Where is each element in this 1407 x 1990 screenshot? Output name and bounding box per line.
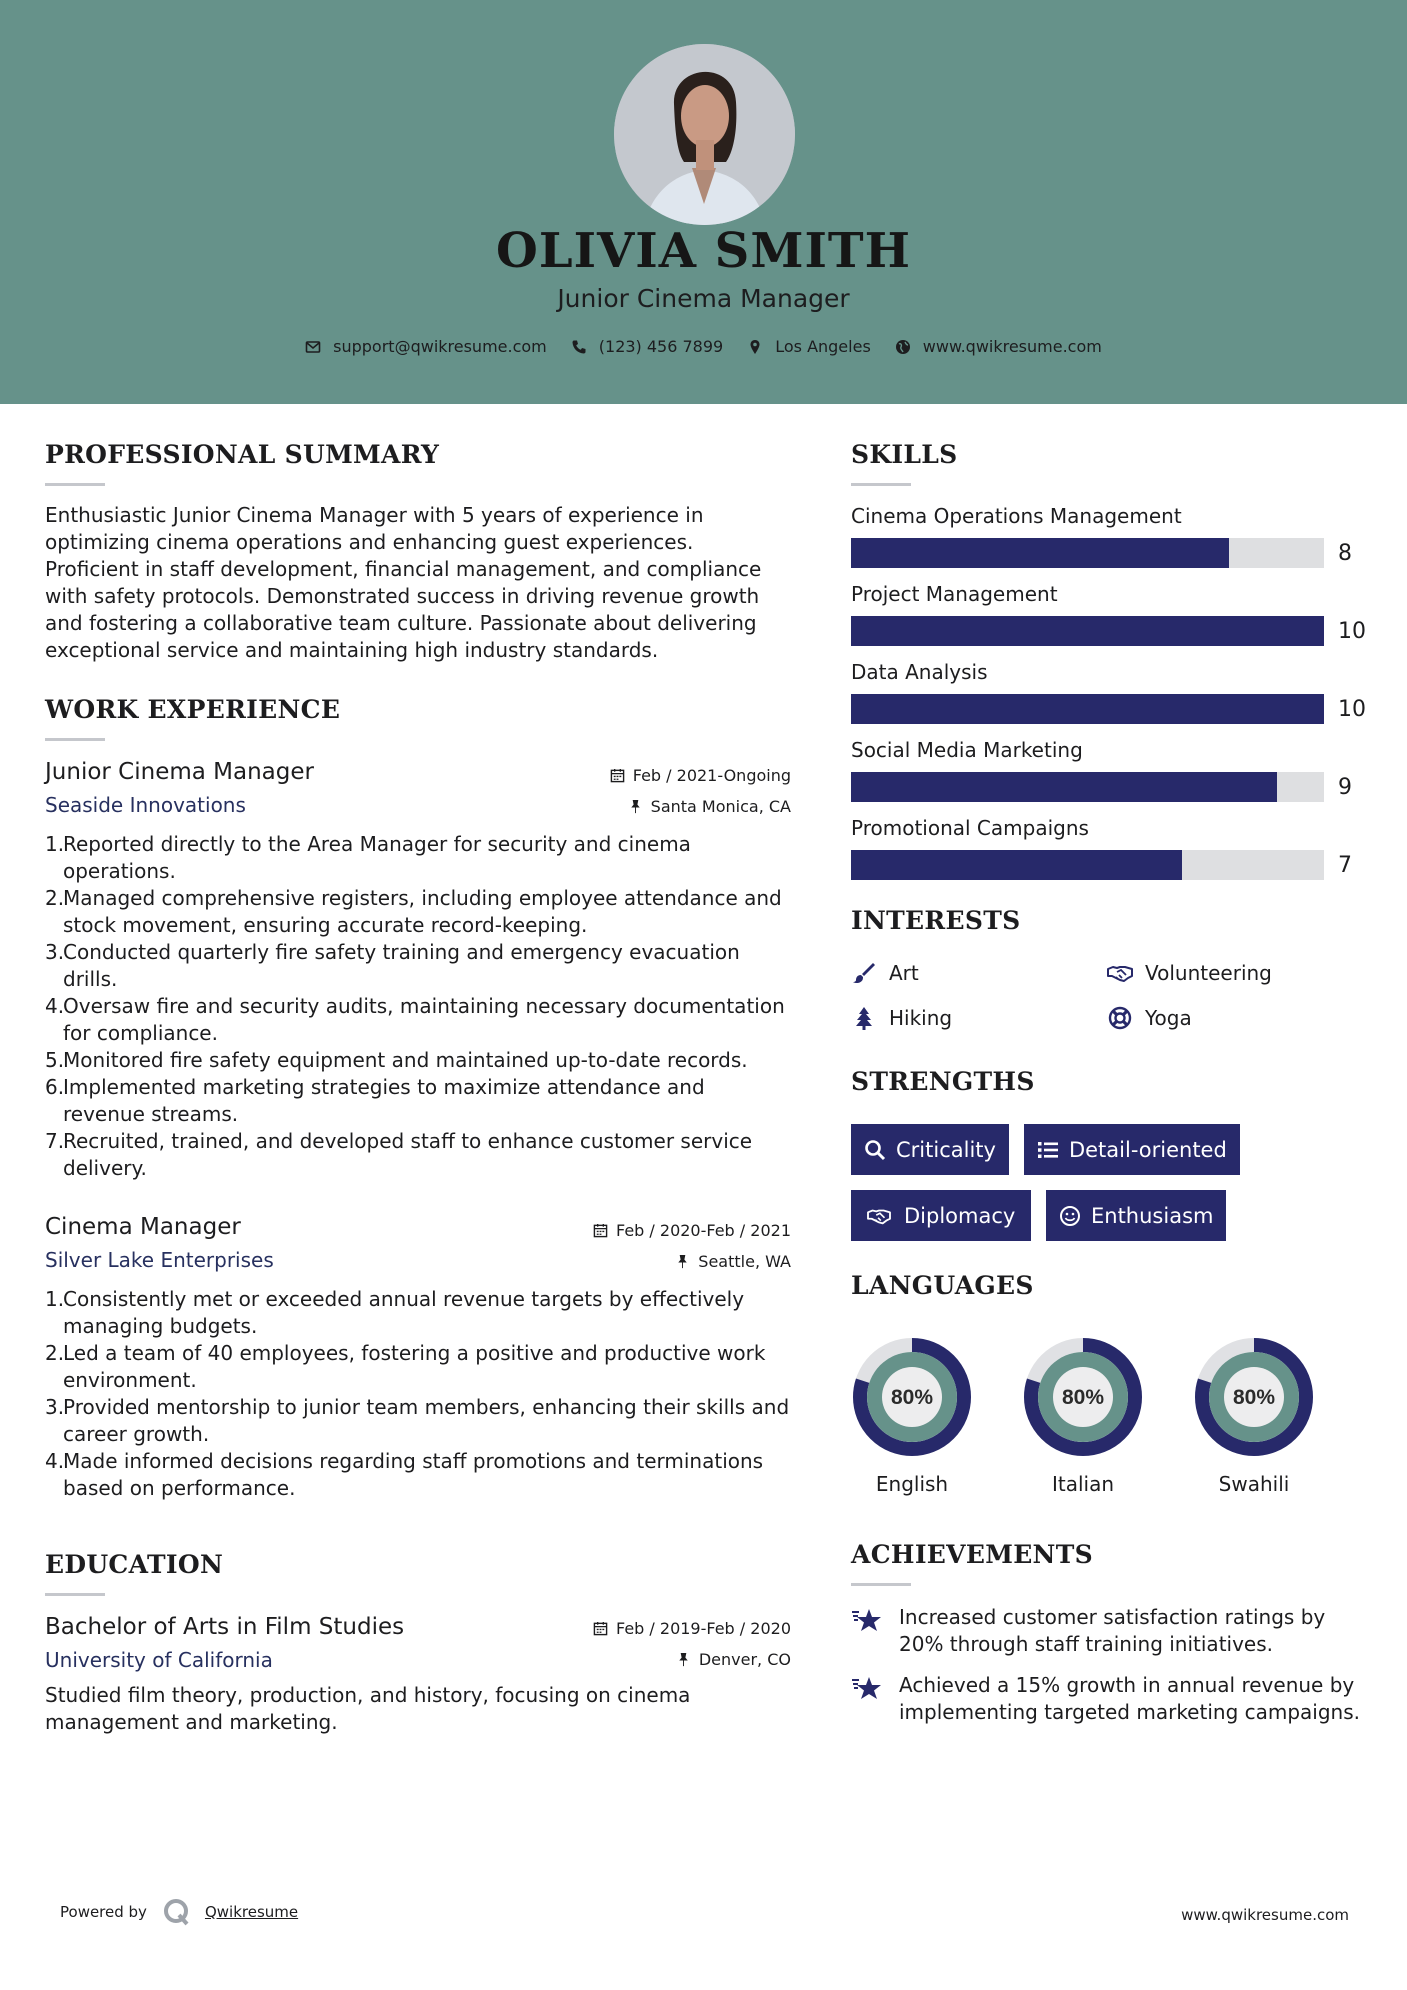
contact-email-text: support@qwikresume.com — [333, 337, 547, 356]
skill-bar-fill — [851, 616, 1324, 646]
left-column — [45, 440, 791, 1736]
language-percent: 80% — [1232, 1386, 1276, 1409]
language-percent: 80% — [890, 1386, 934, 1409]
footer-url[interactable]: www.qwikresume.com — [1181, 1906, 1349, 1924]
skill-value: 7 — [1338, 852, 1352, 878]
section-divider — [45, 483, 105, 486]
skills-section — [851, 440, 1371, 880]
job-company: Seaside Innovations — [45, 793, 246, 817]
education-location — [593, 1649, 791, 1669]
list-item: 4. Oversaw fire and security audits, maintaining necessary documentation for compliance. — [45, 994, 785, 1045]
language-ring — [1022, 1336, 1144, 1458]
skill-item — [851, 504, 1371, 568]
skill-bar-track — [851, 538, 1324, 568]
envelope-icon — [305, 339, 321, 355]
language-name: English — [875, 1472, 949, 1496]
profile-photo — [614, 44, 795, 225]
achievement-item — [851, 1672, 1371, 1726]
contact-website-text: www.qwikresume.com — [922, 337, 1102, 356]
handshake-icon — [1107, 961, 1133, 985]
summary-section — [45, 440, 791, 664]
summary-text: Enthusiastic Junior Cinema Manager with 5 years of experience in optimizing cinema operations and enhancing guest experiences. Proficient in staff development, financial management, and compliance with safety protocols. Demonstrated success in driving revenue growth and fostering a collaborative team culture. Passionate about delivering exceptional service and maintaining high industry standards. — [45, 503, 762, 662]
education-dates — [593, 1618, 791, 1638]
header — [0, 0, 1407, 404]
list-item: 1. Reported directly to the Area Manager for security and cinema operations. — [45, 832, 691, 883]
job-dates-text: Feb / 2020-Feb / 2021 — [616, 1220, 791, 1240]
skill-bar-fill — [851, 694, 1324, 724]
contact-location-text: Los Angeles — [775, 337, 871, 356]
section-title-strengths: STRENGTHS — [851, 1067, 1035, 1096]
strength-badge — [851, 1124, 1009, 1175]
education-school: University of California — [45, 1648, 273, 1672]
skill-value: 8 — [1338, 540, 1352, 566]
skills-list — [851, 504, 1371, 880]
education-description: Studied film theory, production, and history, focusing on cinema management and marketing. — [45, 1683, 691, 1734]
calendar-icon — [610, 768, 625, 783]
job-entry — [45, 759, 791, 1182]
skill-bar-track — [851, 772, 1324, 802]
job-dates-text: Feb / 2021-Ongoing — [632, 765, 791, 785]
pushpin-icon — [676, 1652, 691, 1667]
list-item: 1. Consistently met or exceeded annual revenue targets by effectively managing budgets. — [45, 1287, 745, 1338]
list-icon — [1037, 1139, 1059, 1161]
interests-section — [851, 906, 1371, 1031]
list-item: 4. Made informed decisions regarding staff promotions and terminations based on performance. — [45, 1449, 764, 1500]
list-item: 7. Recruited, trained, and developed staff to enhance customer service delivery. — [45, 1129, 753, 1180]
contact-phone[interactable] — [571, 337, 723, 356]
section-title-experience: WORK EXPERIENCE — [45, 695, 341, 724]
achievement-text: Achieved a 15% growth in annual revenue by implementing targeted marketing campaigns. — [899, 1673, 1361, 1724]
job-location — [593, 1251, 791, 1271]
section-title-summary: PROFESSIONAL SUMMARY — [45, 440, 440, 469]
skill-bar-fill — [851, 538, 1229, 568]
list-item: 5. Monitored fire safety equipment and maintained up-to-date records. — [45, 1048, 748, 1072]
section-divider — [851, 1583, 911, 1586]
language-name: Swahili — [1218, 1472, 1290, 1496]
contact-email[interactable] — [305, 337, 547, 356]
skill-bar-track — [851, 616, 1324, 646]
job-role: Junior Cinema Manager — [45, 759, 314, 785]
pushpin-icon — [628, 799, 643, 814]
education-location-text: Denver, CO — [698, 1649, 791, 1669]
pushpin-icon — [675, 1254, 690, 1269]
language-ring — [851, 1336, 973, 1458]
interest-label: Yoga — [1145, 1005, 1192, 1030]
contact-location — [747, 337, 871, 356]
list-item: 3. Conducted quarterly fire safety training and emergency evacuation drills. — [45, 940, 740, 991]
list-item: 3. Provided mentorship to junior team members, enhancing their skills and career growth. — [45, 1395, 790, 1446]
skill-label: Project Management — [851, 582, 1058, 606]
powered-by-label: Powered by — [60, 1903, 147, 1921]
candidate-title: Junior Cinema Manager — [557, 284, 850, 313]
contact-website[interactable] — [895, 337, 1102, 356]
skill-label: Promotional Campaigns — [851, 816, 1089, 840]
skill-item — [851, 738, 1371, 802]
language-item — [851, 1336, 973, 1496]
skill-item — [851, 582, 1371, 646]
experience-section — [45, 695, 791, 1502]
section-divider — [45, 738, 105, 741]
list-item: 6. Implemented marketing strategies to maximize attendance and revenue streams. — [45, 1075, 705, 1126]
section-title-interests: INTERESTS — [851, 906, 1021, 935]
skill-label: Cinema Operations Management — [851, 504, 1182, 528]
strengths-list — [851, 1124, 1371, 1241]
skill-bar-track — [851, 850, 1324, 880]
section-title-skills: SKILLS — [851, 440, 958, 469]
job-role: Cinema Manager — [45, 1214, 241, 1240]
contact-bar — [0, 337, 1407, 356]
qwikresume-logo-icon — [161, 1897, 191, 1927]
list-item: 2. Managed comprehensive registers, including employee attendance and stock movement, ensuring accurate record-keeping. — [45, 886, 782, 937]
strength-badge — [1024, 1124, 1240, 1175]
language-item — [1193, 1336, 1315, 1496]
interest-label: Hiking — [889, 1005, 953, 1030]
languages-section — [851, 1271, 1371, 1496]
list-item: 2. Led a team of 40 employees, fostering a positive and productive work environment. — [45, 1341, 766, 1392]
job-entry — [45, 1214, 791, 1502]
language-item — [1022, 1336, 1144, 1496]
globe-icon — [895, 339, 911, 355]
language-ring — [1193, 1336, 1315, 1458]
smile-icon — [1059, 1205, 1081, 1227]
handshake-icon — [864, 1205, 894, 1227]
skill-label: Data Analysis — [851, 660, 988, 684]
calendar-icon — [593, 1223, 608, 1238]
interest-item — [851, 959, 1107, 986]
candidate-name: OLIVIA SMITH — [496, 223, 911, 279]
footer-branding — [60, 1897, 298, 1927]
interests-list — [851, 959, 1371, 1031]
skill-bar-fill — [851, 772, 1277, 802]
languages-list — [851, 1336, 1371, 1496]
strength-label: Diplomacy — [904, 1203, 1016, 1228]
life-ring-icon — [1107, 1006, 1133, 1030]
interest-item — [1107, 959, 1363, 986]
education-section — [45, 1550, 791, 1736]
duties-list — [45, 1286, 791, 1502]
strength-label: Enthusiasm — [1091, 1203, 1214, 1228]
star-medal-icon — [851, 1674, 883, 1704]
job-location-text: Seattle, WA — [698, 1251, 791, 1271]
skill-value: 10 — [1338, 696, 1366, 722]
education-degree: Bachelor of Arts in Film Studies — [45, 1614, 405, 1640]
job-dates — [610, 765, 791, 785]
skill-bar-fill — [851, 850, 1182, 880]
location-pin-icon — [747, 339, 763, 355]
achievement-item — [851, 1604, 1371, 1658]
section-title-education: EDUCATION — [45, 1550, 224, 1579]
skill-value: 9 — [1338, 774, 1352, 800]
calendar-icon — [593, 1621, 608, 1636]
strengths-section — [851, 1067, 1371, 1241]
language-name: Italian — [1051, 1472, 1115, 1496]
paintbrush-icon — [851, 961, 877, 985]
achievements-section — [851, 1540, 1371, 1726]
job-dates — [593, 1220, 791, 1240]
right-column — [851, 440, 1371, 1726]
education-dates-text: Feb / 2019-Feb / 2020 — [616, 1618, 791, 1638]
job-location — [610, 796, 791, 816]
star-medal-icon — [851, 1606, 883, 1636]
contact-phone-text: (123) 456 7899 — [598, 337, 724, 356]
language-percent: 80% — [1061, 1386, 1105, 1409]
skill-label: Social Media Marketing — [851, 738, 1083, 762]
interest-item — [851, 1004, 1107, 1031]
interest-item — [1107, 1004, 1363, 1031]
skill-value: 10 — [1338, 618, 1366, 644]
duties-list — [45, 831, 791, 1182]
section-title-achievements: ACHIEVEMENTS — [851, 1540, 1093, 1569]
section-title-languages: LANGUAGES — [851, 1271, 1034, 1300]
tree-icon — [851, 1006, 877, 1030]
achievement-text: Increased customer satisfaction ratings by 20% through staff training initiatives. — [899, 1605, 1326, 1656]
section-divider — [45, 1593, 105, 1596]
interest-label: Art — [889, 960, 919, 985]
job-company: Silver Lake Enterprises — [45, 1248, 274, 1272]
brand-link[interactable]: Qwikresume — [204, 1903, 299, 1921]
search-icon — [864, 1139, 886, 1161]
strength-badge — [1046, 1190, 1226, 1241]
phone-icon — [571, 339, 587, 355]
skill-item — [851, 816, 1371, 880]
interest-label: Volunteering — [1145, 960, 1272, 985]
strength-label: Criticality — [896, 1137, 996, 1162]
skill-bar-track — [851, 694, 1324, 724]
skill-item — [851, 660, 1371, 724]
job-location-text: Santa Monica, CA — [650, 796, 791, 816]
section-divider — [851, 483, 911, 486]
strength-label: Detail-oriented — [1068, 1137, 1227, 1162]
strength-badge — [851, 1190, 1031, 1241]
